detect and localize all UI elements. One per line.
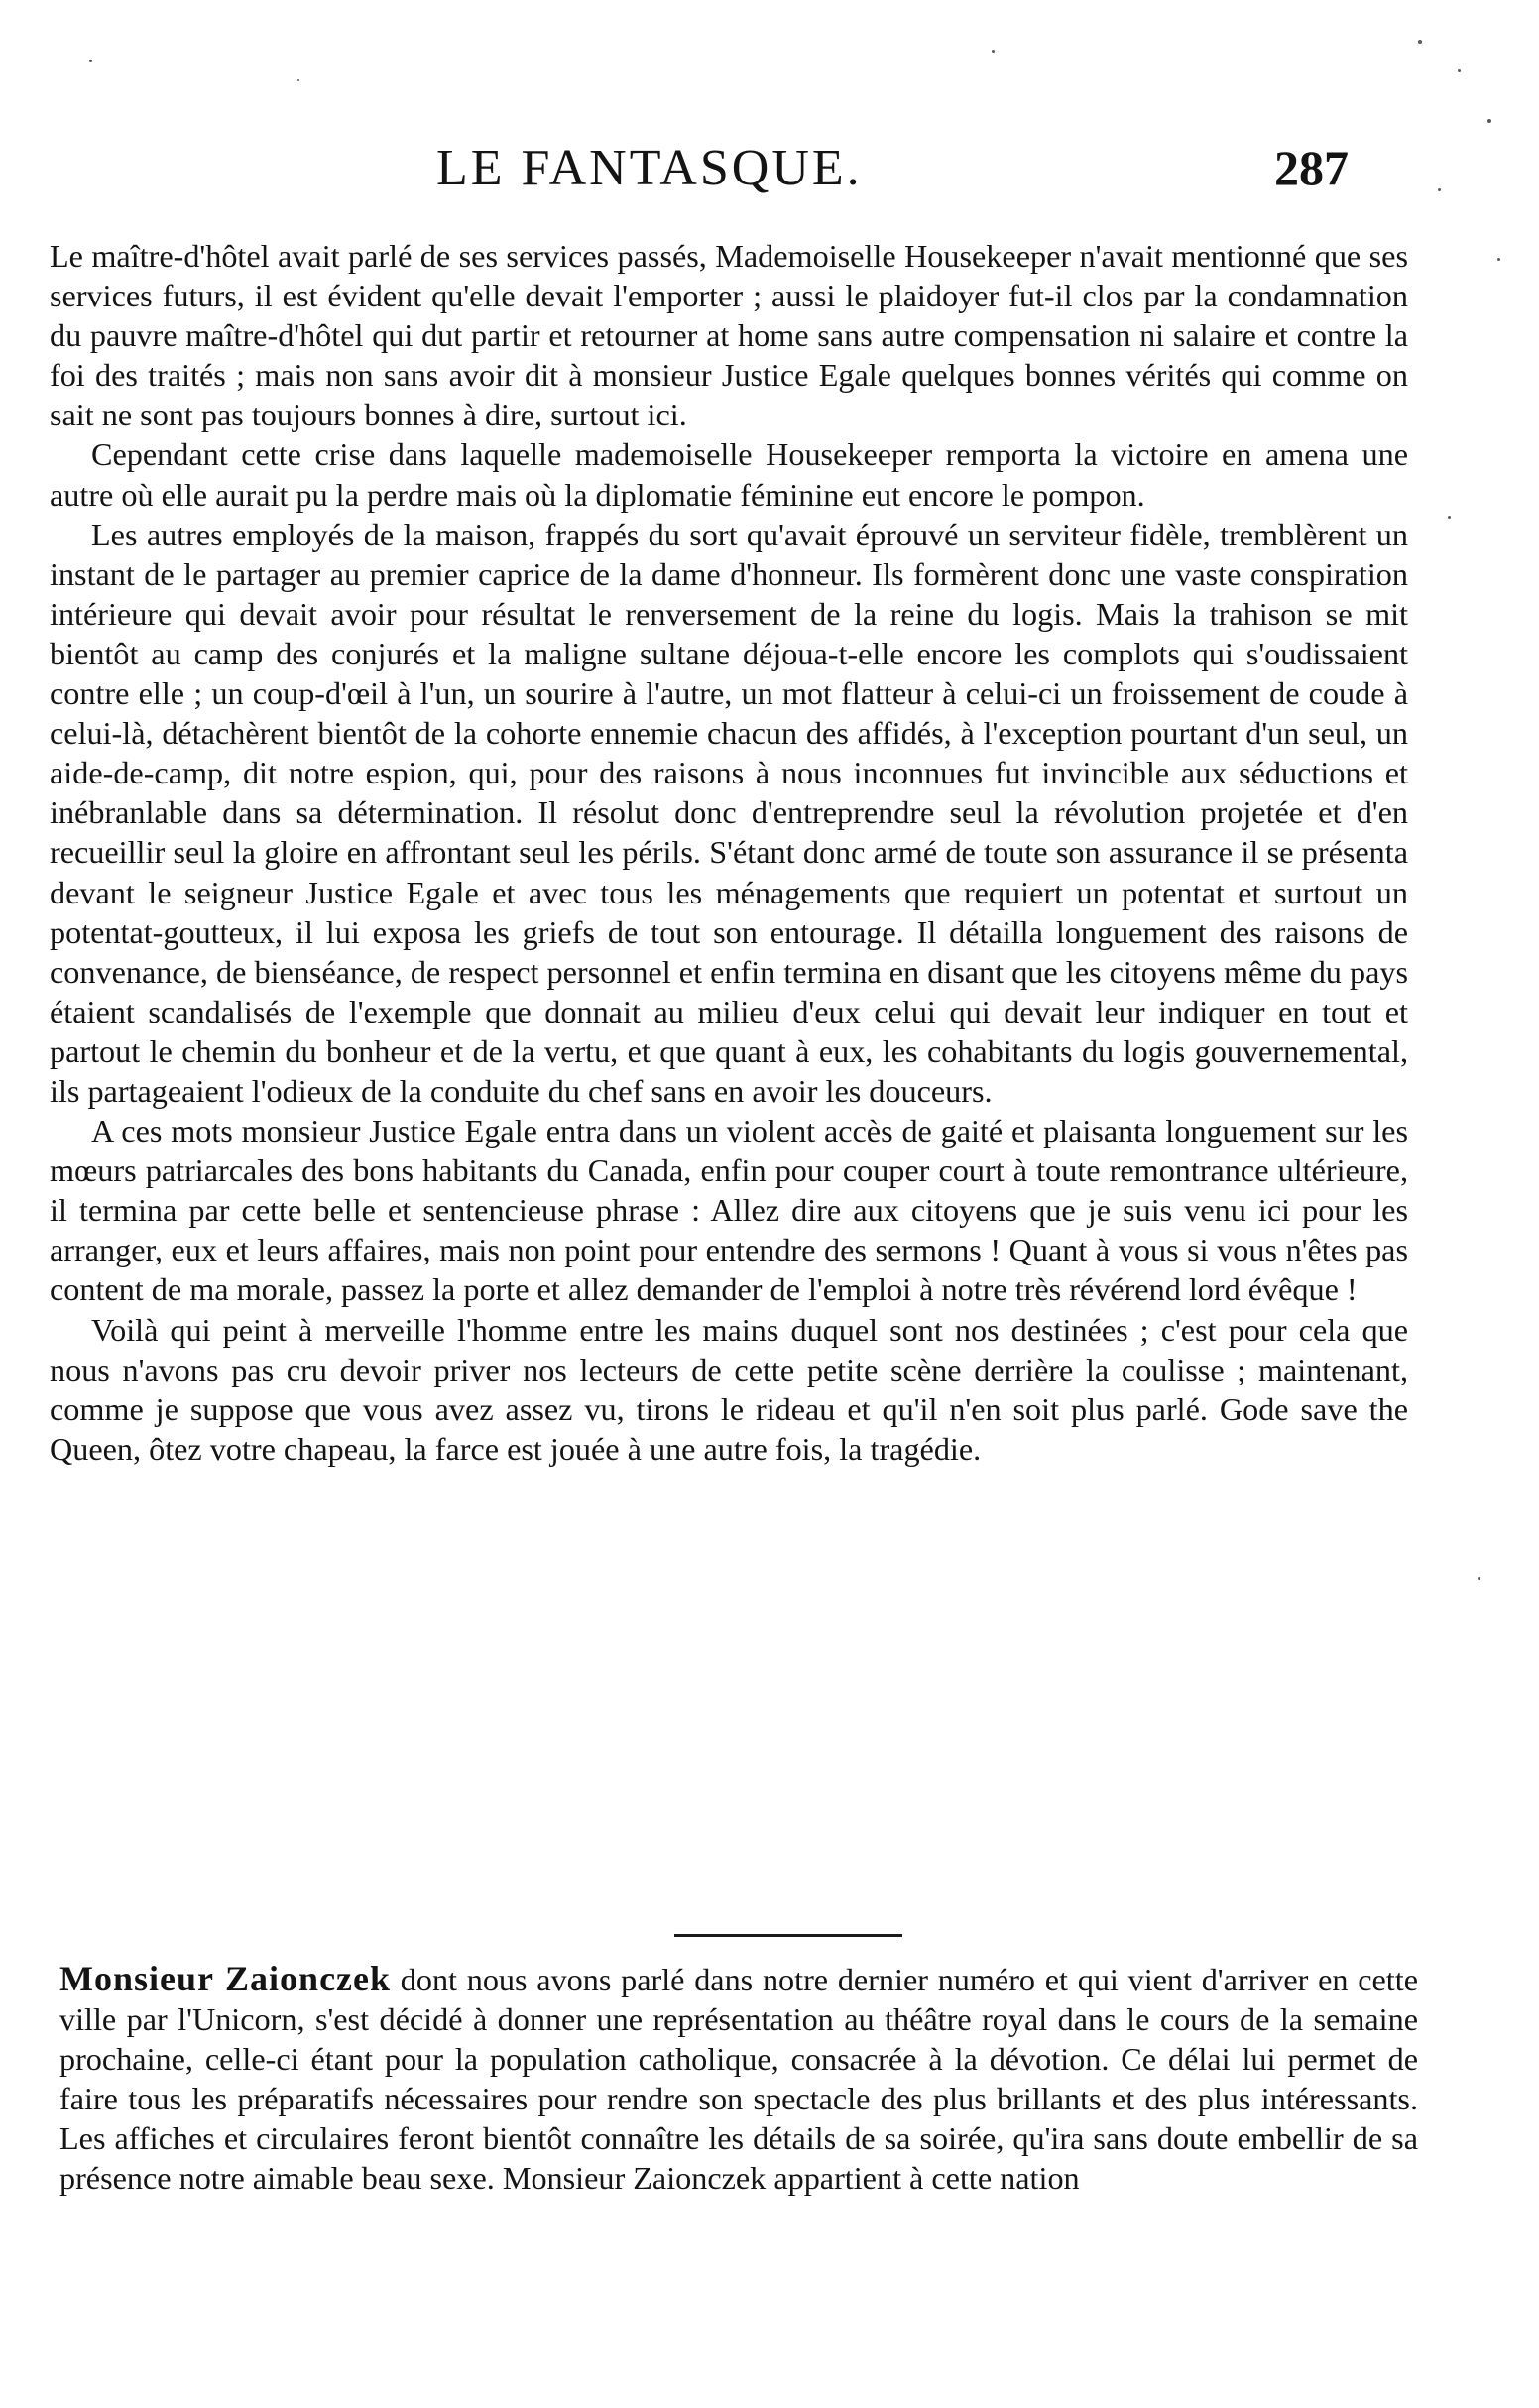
paragraph-5: Voilà qui peint à merveille l'homme entre les mains duquel sont nos destinées ; c'est pour cela que nous n'avons pas cru devoir priver nos lecteurs de cette petite scène derrière la coulisse ; maintenant, comme je suppose que vous avez assez vu, tirons le rideau et qu'il n'en soit plus parlé. Gode save the Queen, ôtez votre chapeau, la farce est jouée à une autre fois, la tragédie. xyxy=(50,1311,1408,1467)
paragraph-3: Les autres employés de la maison, frappés du sort qu'avait éprouvé un serviteur fidèle, tremblèrent un instant de le partager au premier caprice de la dame d'honneur. Ils formèrent donc une vaste conspiration intérieure qui devait avoir pour résultat le renversement de la reine du logis. Mais la trahison se mit bientôt au camp des conjurés et la maligne sultane déjoua-t-elle encore les complots qui s'oudissaient contre elle ; un coup-d'œil à l'un, un sourire à l'autre, un mot flatteur à celui-ci un froissement de coude à celui-là, détachèrent bientôt de la cohorte ennemie chacun des affidés, à l'exception pourtant d'un seul, un aide-de-camp, dit notre espion, qui, pour des raisons à nous inconnues fut invincible aux séductions et inébranlable dans sa détermination. Il résolut donc d'entreprendre seul la révolution projetée et d'en recueillir seul la gloire en affrontant seul les périls. S'étant donc armé de toute son assurance il se présenta devant le seigneur Justice Egale et avec tous les ménagements que requiert un potentat et surtout un potentat-goutteux, il lui exposa les griefs de tout son entourage. Il détailla longuement des raisons de convenance, de bienséance, de respect personnel et enfin termina en disant que les citoyens même du pays étaient scandalisés de l'exemple que donnait au milieu d'eux celui qui devait leur indiquer en tout et partout le chemin du bonheur et de la vertu, et que quant à eux, les cohabitants du logis gouvernemental, ils partageaient l'odieux de la conduite du chef sans en avoir les douceurs. xyxy=(50,516,1408,1109)
second-article xyxy=(59,1934,1418,2199)
paragraph-2: Cependant cette crise dans laquelle mademoiselle Housekeeper remporta la victoire en amena une autre où elle aurait pu la perdre mais où la diplomatie féminine eut encore le pompon. xyxy=(50,436,1408,513)
page-number: 287 xyxy=(1274,140,1349,195)
page-header xyxy=(59,139,1349,208)
paragraph-6 xyxy=(59,1959,1418,2199)
running-title: LE FANTASQUE. xyxy=(436,140,863,196)
article-text: dont nous avons parlé dans notre dernier numéro et qui vient d'arriver en cette ville par l'Unicorn, s'est décidé à donner une représentation au théâtre royal dans le cours de la semaine prochaine, celle-ci étant pour la population catholique, consacrée à la dévotion. Ce délai lui permet de faire tous les préparatifs nécessaires pour rendre son spectacle des plus brillants et des plus intéressants. Les affiches et circulaires feront bientôt connaître les détails de sa soirée, qu'ira sans doute embellir de sa présence notre aimable beau sexe. Monsieur Zaionczek appartient à cette nation xyxy=(59,1962,1418,2197)
paragraph-4: A ces mots monsieur Justice Egale entra dans un violent accès de gaité et plaisanta longuement sur les mœurs patriarcales des bons habitants du Canada, enfin pour couper court à toute remontrance ultérieure, il termina par cette belle et sentencieuse phrase : Allez dire aux citoyens que je suis venu ici pour les arranger, eux et leurs affaires, mais non point pour entendre des sermons ! Quant à vous si vous n'êtes pas content de ma morale, passez la porte et allez demander de l'emploi à notre très révérend lord évêque ! xyxy=(50,1113,1408,1308)
paragraph-1: Le maître-d'hôtel avait parlé de ses services passés, Mademoiselle Housekeeper n'avait mentionné que ses services futurs, il est évident qu'elle devait l'emporter ; aussi le plaidoyer fut-il clos par la condamnation du pauvre maître-d'hôtel qui dut partir et retourner at home sans autre compensation ni salaire et contre la foi des traités ; mais non sans avoir dit à monsieur Justice Egale quelques bonnes vérités qui comme on sait ne sont pas toujours bonnes à dire, surtout ici. xyxy=(50,238,1408,433)
article-lead: Monsieur Zaionczek xyxy=(59,1959,392,1998)
section-divider xyxy=(674,1934,902,1937)
article-body xyxy=(50,236,1408,1469)
